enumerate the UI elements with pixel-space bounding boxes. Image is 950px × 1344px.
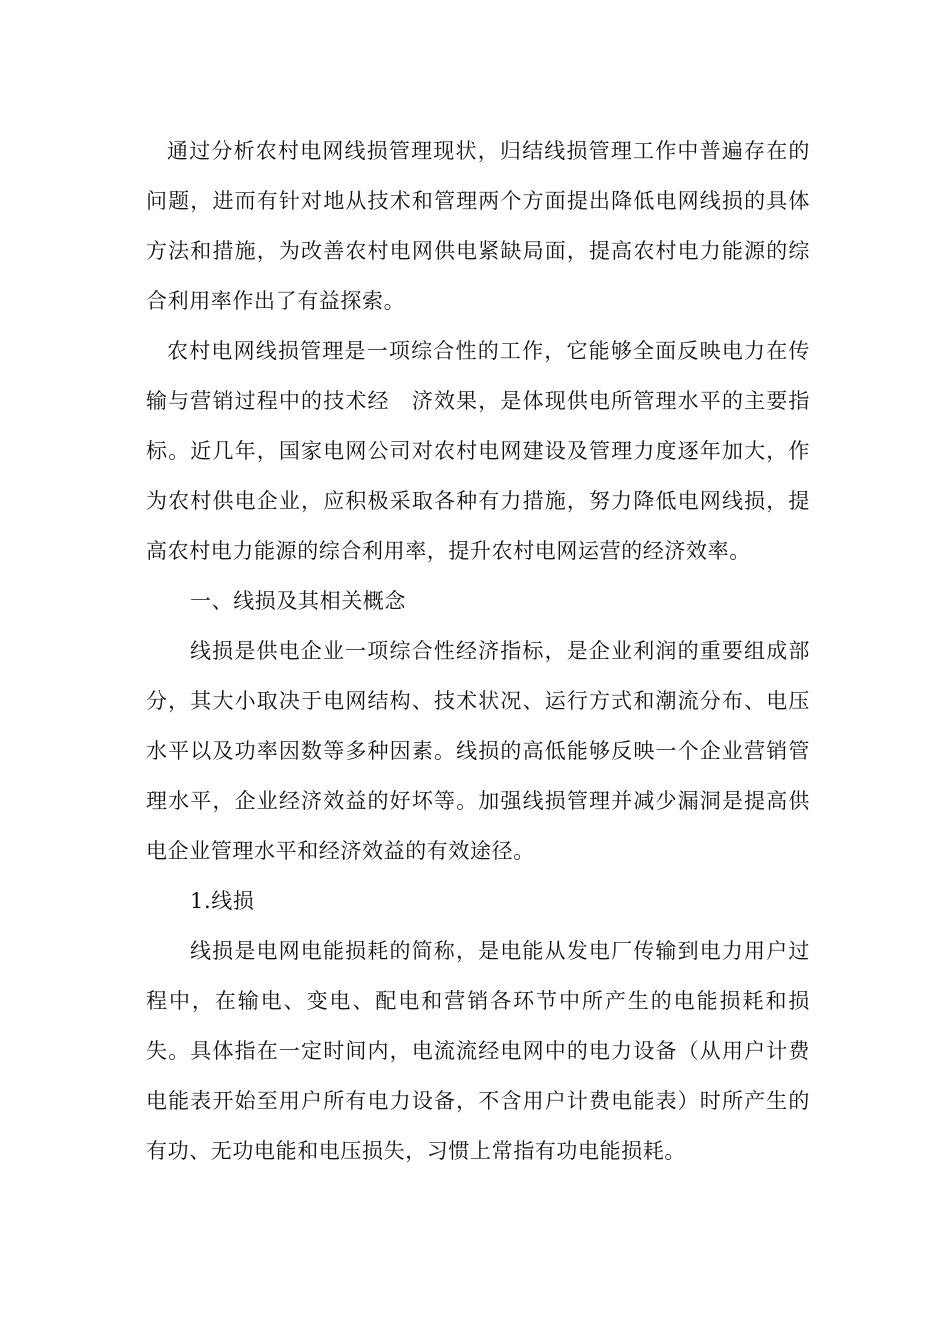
section-paragraph: 线损是供电企业一项综合性经济指标，是企业利润的重要组成部分，其大小取决于电网结构、技术状况、运行方式和潮流分布、电压水平以及功率因数等多种因素。线损的高低能够反映一个企业营销管理水平，企业经济效益的好坏等。加强线损管理并减少漏洞是提高供电企业管理水平和经济效益的有效途径。 (146, 639, 810, 863)
section-heading: 一、线损及其相关概念 (190, 589, 406, 613)
intro-paragraph: 通过分析农村电网线损管理现状，归结线损管理工作中普遍存在的问题，进而有针对地从技术和管理两个方面提出降低电网线损的具体方法和措施，为改善农村电网供电紧缺局面，提高农村电力能源的综合利用率作出了有益探索。 (146, 139, 810, 313)
subsection-heading: 1.线损 (190, 889, 255, 913)
document-body (146, 126, 810, 1176)
overview-paragraph: 农村电网线损管理是一项综合性的工作，它能够全面反映电力在传输与营销过程中的技术经 济效果，是体现供电所管理水平的主要指标。近几年，国家电网公司对农村电网建设及管理力度逐年加大，作为农村供电企业，应积极采取各种有力措施，努力降低电网线损，提高农村电力能源的综合利用率，提升农村电网运营的经济效率。 (146, 339, 810, 563)
subsection-paragraph: 线损是电网电能损耗的简称，是电能从发电厂传输到电力用户过程中，在输电、变电、配电和营销各环节中所产生的电能损耗和损失。具体指在一定时间内，电流流经电网中的电力设备（从用户计费电能表开始至用户所有电力设备，不含用户计费电能表）时所产生的有功、无功电能和电压损失，习惯上常指有功电能损耗。 (146, 939, 810, 1163)
